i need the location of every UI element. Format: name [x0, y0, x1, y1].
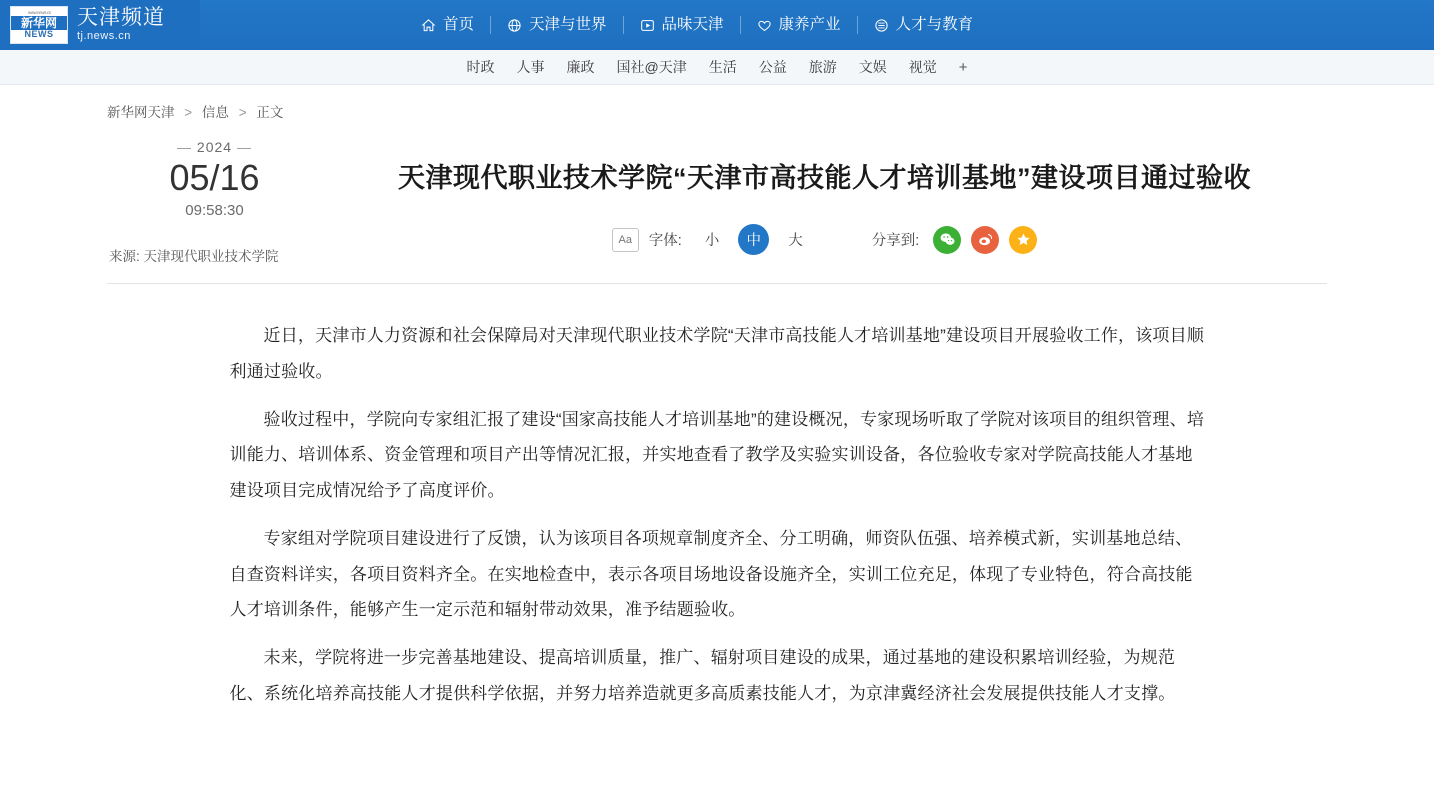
nav-item-home[interactable] [405, 16, 491, 34]
article-paragraph: 近日，天津市人力资源和社会保障局对天津现代职业技术学院“天津市高技能人才培训基地”建设项目开展验收工作，该项目顺利通过验收。 [229, 326, 1205, 382]
heart-icon [757, 18, 772, 33]
weibo-icon[interactable] [971, 226, 999, 254]
article-header [107, 131, 1327, 284]
xinhua-logo-mark [10, 6, 68, 44]
nav-label: 品味天津 [661, 16, 724, 33]
channel-domain: tj.news.cn [77, 30, 131, 43]
book-icon [874, 18, 889, 33]
subnav-item-shijue[interactable]: 视觉 [908, 59, 937, 75]
article-year: — 2024 — [107, 139, 322, 155]
subnav-item-shenghuo[interactable]: 生活 [708, 59, 737, 75]
site-logo[interactable] [0, 0, 200, 50]
article-paragraph: 专家组对学院项目建设进行了反馈，认为该项目各项规章制度齐全、分工明确，师资队伍强、培养模式新，实训基地总结、自查资料详实，各项目资料齐全。在实地检查中，表示各项目场地设备设施齐全，实训工位充足，体现了专业特色，符合高技能人才培训条件，能够产生一定示范和辐射带动效果，准予结题验收。 [229, 528, 1193, 620]
play-icon [640, 18, 655, 33]
main-nav [405, 16, 989, 34]
qzone-icon[interactable] [1009, 226, 1037, 254]
article-time: 09:58:30 [185, 202, 244, 220]
nav-item-health-industry[interactable] [741, 16, 858, 34]
nav-label: 首页 [443, 16, 475, 33]
subnav-item-lvyou[interactable]: 旅游 [808, 59, 837, 75]
nav-item-taste-tianjin[interactable] [624, 16, 741, 34]
article-paragraph: 未来，学院将进一步完善基地建设、提高培训质量，推广、辐射项目建设的成果，通过基地的建设积累培训经验，为规范化、系统化培养高技能人才提供科学依据，并努力培养造就更多高质素技能人才，为京津冀经济社会发展提供技能人才支撑。 [229, 647, 1176, 703]
article-title-column [322, 131, 1327, 255]
breadcrumb-separator: > [184, 105, 193, 120]
nav-item-tianjin-and-world[interactable] [491, 16, 624, 34]
wechat-icon[interactable] [933, 226, 961, 254]
font-size-label: 字体: [648, 233, 682, 250]
page-title: 天津现代职业技术学院“天津市高技能人才培训基地”建设项目通过验收 [398, 163, 1251, 194]
subnav-item-lianzheng[interactable]: 廉政 [566, 59, 595, 75]
article-meta-column [107, 131, 322, 265]
font-size-medium-button[interactable]: 中 [738, 224, 769, 255]
font-size-icon: Aa [612, 228, 639, 252]
article-source: 来源: 天津现代职业技术学院 [109, 249, 279, 265]
logo-chinese-text: 新华网 [11, 16, 67, 30]
nav-label: 人才与教育 [895, 16, 974, 33]
subnav-item-gongyi[interactable]: 公益 [758, 59, 787, 75]
article-body [230, 284, 1205, 711]
breadcrumb-separator: > [238, 105, 247, 120]
globe-icon [507, 18, 522, 33]
breadcrumb-item-site[interactable]: 新华网天津 [107, 105, 175, 120]
channel-title-block [77, 7, 165, 43]
breadcrumb-item-current: 正文 [256, 105, 284, 120]
subnav-more-button[interactable]: + [958, 58, 968, 76]
subnav-item-wenyu[interactable]: 文娱 [858, 59, 887, 75]
article-paragraph: 验收过程中，学院向专家组汇报了建设“国家高技能人才培训基地”的建设概况，专家现场听取了学院对该项目的组织管理、培训能力、培训体系、资金管理和项目产出等情况汇报，并实地查看了教学及实验实训设备，各位验收专家对学院高技能人才基地建设项目完成情况给予了高度评价。 [229, 409, 1205, 501]
article-toolbar [332, 224, 1317, 255]
page-body [0, 85, 1434, 711]
article-date: 05/16 [169, 157, 260, 198]
subnav-item-shizheng[interactable]: 时政 [466, 59, 495, 75]
share-label: 分享到: [871, 233, 920, 250]
logo-english-text: NEWS [24, 29, 54, 39]
logo-url-text: www.news.cn [27, 10, 51, 16]
secondary-nav [0, 50, 1434, 85]
channel-name: 天津频道 [77, 6, 165, 30]
subnav-item-guoshe-tianjin[interactable]: 国社@天津 [616, 59, 687, 75]
subnav-item-renshi[interactable]: 人事 [516, 59, 545, 75]
font-size-large-button[interactable]: 大 [788, 233, 803, 250]
top-navigation-bar [0, 0, 1434, 50]
breadcrumb-item-info[interactable]: 信息 [201, 105, 229, 120]
font-size-small-button[interactable]: 小 [704, 233, 720, 250]
content-container [107, 85, 1327, 711]
nav-item-talent-education[interactable] [858, 16, 990, 34]
nav-label: 天津与世界 [529, 16, 607, 33]
breadcrumb [107, 85, 1327, 131]
nav-label: 康养产业 [778, 16, 841, 33]
home-icon [421, 18, 436, 33]
